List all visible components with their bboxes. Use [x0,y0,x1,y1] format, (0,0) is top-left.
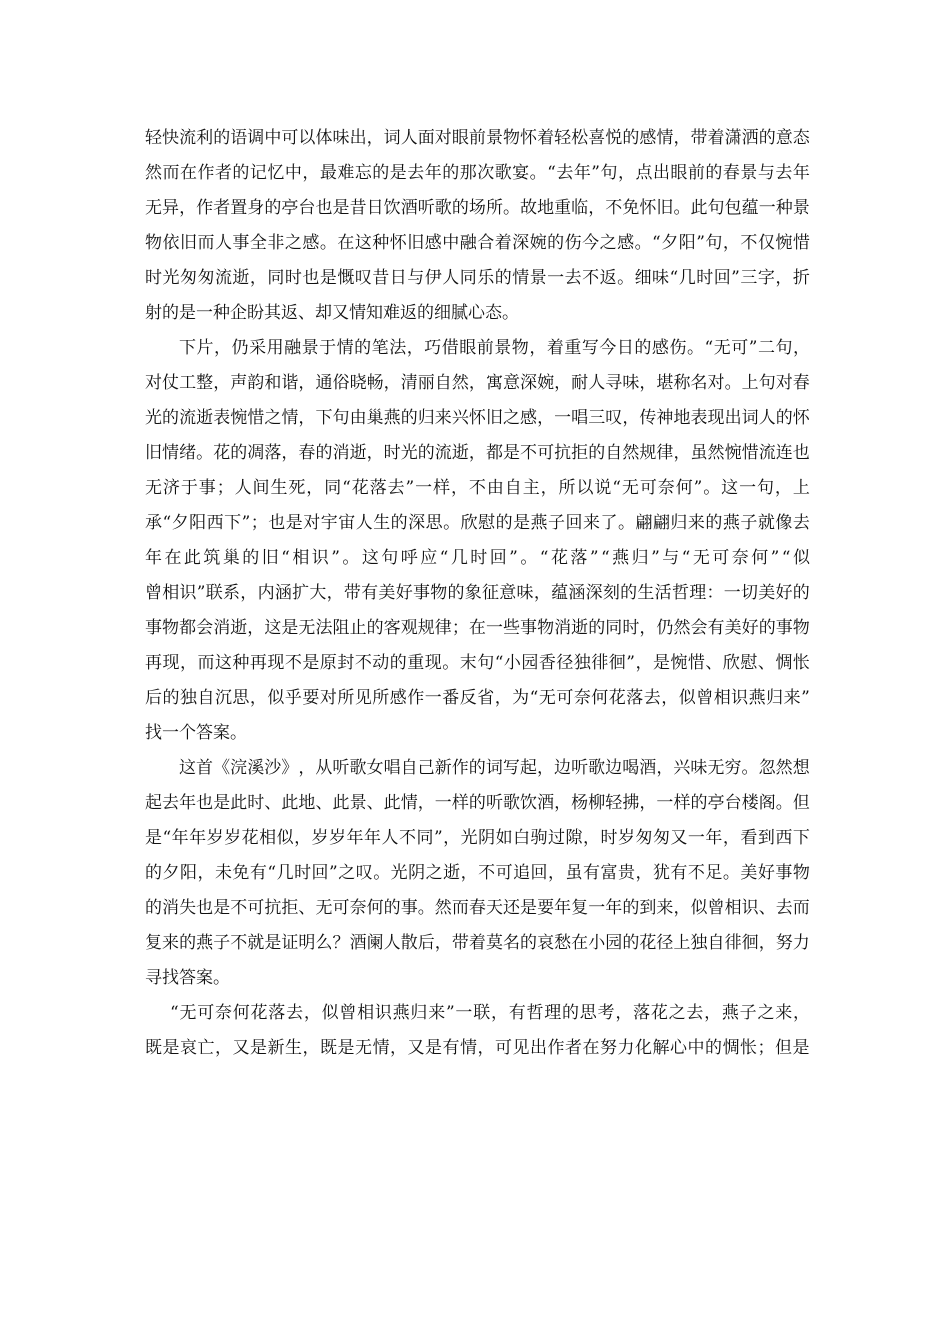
text-line: 年 在 此 筑 巢 的 旧 “ 相 识 ” 。 这 句 呼 应 “ 几 时 回 ” 。 “ 花 落 ” “ 燕 归 ” 与 “ 无 可 奈 何 ” “ 似 [145,548,810,568]
text-line: 的 消 失 也 是 不 可 抗 拒 、 无 可 奈 何 的 事 。 然 而 春 天 还 是 要 年 复 一 年 的 到 来 ， 似 曾 相 识 、 去 而 [145,898,810,918]
text-line: 光 的 流 逝 表 惋 惜 之 情 ， 下 句 由 巢 燕 的 归 来 兴 怀 旧 之 感 ， 一 唱 三 叹 ， 传 神 地 表 现 出 词 人 的 怀 [145,408,810,428]
text-line: 轻 快 流 利 的 语 调 中 可 以 体 味 出 ， 词 人 面 对 眼 前 景 物 怀 着 轻 松 喜 悦 的 感 情 ， 带 着 潇 洒 的 意 态 [145,128,810,148]
text-line: 物 依 旧 而 人 事 全 非 之 感 。 在 这 种 怀 旧 感 中 融 合 着 深 婉 的 伤 今 之 感 。 “ 夕 阳 ” 句 ， 不 仅 惋 惜 [145,233,810,253]
text-line: “ 无 可 奈 何 花 落 去 ， 似 曾 相 识 燕 归 来 ” 一 联 ， 有 哲 理 的 思 考 ， 落 花 之 去 ， 燕 子 之 来 ， [170,1003,810,1023]
text-line: 事 物 都 会 消 逝 ， 这 是 无 法 阻 止 的 客 观 规 律 ； 在 一 些 事 物 消 逝 的 同 时 ， 仍 然 会 有 美 好 的 事 物 [145,618,810,638]
text-line: 再 现 ， 而 这 种 再 现 不 是 原 封 不 动 的 重 现 。 末 句 “ 小 园 香 径 独 徘 徊 ” ， 是 惋 惜 、 欣 慰 、 惆 怅 [145,653,810,673]
text-line: 无 异 ， 作 者 置 身 的 亭 台 也 是 昔 日 饮 酒 听 歌 的 场 所 。 故 地 重 临 ， 不 免 怀 旧 。 此 句 包 蕴 一 种 景 [145,198,810,218]
text-line: 旧 情 绪 。 花 的 凋 落 ， 春 的 消 逝 ， 时 光 的 流 逝 ， 都 是 不 可 抗 拒 的 自 然 规 律 ， 虽 然 惋 惜 流 连 也 [145,443,810,463]
text-line: 射 的 是 一 种 企 盼 其 返 、 却 又 情 知 难 返 的 细 腻 心 态 。 [145,303,519,323]
text-line: 找 一 个 答 案 。 [145,723,247,743]
text-line: 这 首 《 浣 溪 沙 》 ， 从 听 歌 女 唱 自 己 新 作 的 词 写 起 ， 边 听 歌 边 喝 酒 ， 兴 味 无 穷 。 忽 然 想 [179,758,810,778]
text-line: 下 片 ， 仍 采 用 融 景 于 情 的 笔 法 ， 巧 借 眼 前 景 物 ， 着 重 写 今 日 的 感 伤 。 “ 无 可 ” 二 句 ， [179,338,810,358]
text-line: 寻 找 答 案 。 [145,968,230,988]
text-line: 起 去 年 也 是 此 时 、 此 地 、 此 景 、 此 情 ， 一 样 的 听 歌 饮 酒 ， 杨 柳 轻 拂 ， 一 样 的 亭 台 楼 阁 。 但 [145,793,810,813]
text-line: 时 光 匆 匆 流 逝 ， 同 时 也 是 慨 叹 昔 日 与 伊 人 同 乐 的 情 景 一 去 不 返 。 细 味 “ 几 时 回 ” 三 字 ， 折 [145,268,810,288]
text-line: 后 的 独 自 沉 思 ， 似 乎 要 对 所 见 所 感 作 一 番 反 省 ， 为 “ 无 可 奈 何 花 落 去 ， 似 曾 相 识 燕 归 来 ” [145,688,810,708]
text-line: 是 “ 年 年 岁 岁 花 相 似 ， 岁 岁 年 年 人 不 同 ” ， 光 阴 如 白 驹 过 隙 ， 时 岁 匆 匆 又 一 年 ， 看 到 西 下 [145,828,810,848]
text-line: 承 “ 夕 阳 西 下 ” ； 也 是 对 宇 宙 人 生 的 深 思 。 欣 慰 的 是 燕 子 回 来 了 。 翩 翩 归 来 的 燕 子 就 像 去 [145,513,810,533]
text-line: 复 来 的 燕 子 不 就 是 证 明 么 ？ 酒 阑 人 散 后 ， 带 着 莫 名 的 哀 愁 在 小 园 的 花 径 上 独 自 徘 徊 ， 努 力 [145,933,810,953]
text-line: 无 济 于 事 ； 人 间 生 死 ， 同 “ 花 落 去 ” 一 样 ， 不 由 自 主 ， 所 以 说 “ 无 可 奈 何 ” 。 这 一 句 ， 上 [145,478,810,498]
text-line: 既 是 哀 亡 ， 又 是 新 生 ， 既 是 无 情 ， 又 是 有 情 ， 可 见 出 作 者 在 努 力 化 解 心 中 的 惆 怅 ； 但 是 [145,1038,810,1058]
body-text [145,121,810,1066]
text-line: 曾 相 识 ” 联 系 ， 内 涵 扩 大 ， 带 有 美 好 事 物 的 象 征 意 味 ， 蕴 涵 深 刻 的 生 活 哲 理 ： 一 切 美 好 的 [145,583,810,603]
text-line: 然 而 在 作 者 的 记 忆 中 ， 最 难 忘 的 是 去 年 的 那 次 歌 宴 。 “ 去 年 ” 句 ， 点 出 眼 前 的 春 景 与 去 年 [145,163,810,183]
text-line: 的 夕 阳 ， 未 免 有 “ 几 时 回 ” 之 叹 。 光 阴 之 逝 ， 不 可 追 回 ， 虽 有 富 贵 ， 犹 有 不 足 。 美 好 事 物 [145,863,810,883]
text-line: 对 仗 工 整 ， 声 韵 和 谐 ， 通 俗 晓 畅 ， 清 丽 自 然 ， 寓 意 深 婉 ， 耐 人 寻 味 ， 堪 称 名 对 。 上 句 对 春 [145,373,810,393]
